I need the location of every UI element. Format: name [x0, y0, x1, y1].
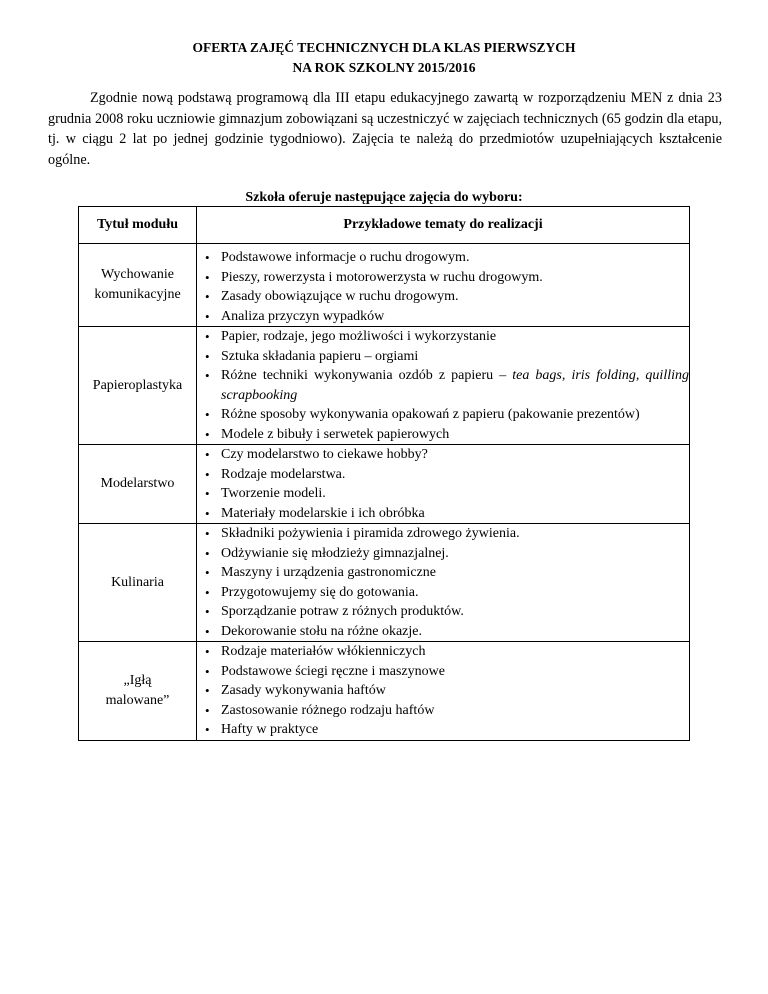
bullet-icon: •: [205, 250, 210, 265]
list-item: • Przygotowujemy się do gotowania.: [197, 583, 689, 603]
list-item: • Czy modelarstwo to ciekawe hobby?: [197, 445, 689, 465]
bullet-icon: •: [205, 289, 210, 304]
list-item: • Zasady wykonywania haftów: [197, 681, 689, 701]
module-title-line: Modelarstwo: [100, 476, 175, 491]
list-item: • Maszyny i urządzenia gastronomiczne: [197, 563, 689, 583]
module-title: [79, 445, 197, 524]
bullet-icon: •: [205, 348, 210, 364]
list-item: • Podstawowe ściegi ręczne i maszynowe: [197, 662, 689, 682]
list-item: • Składniki pożywienia i piramida zdrowego żywienia.: [197, 524, 689, 544]
list-item: • Sztuka składania papieru – orgiami: [197, 347, 689, 367]
list-item: • Dekorowanie stołu na różne okazje.: [197, 622, 689, 642]
bullet-icon: •: [205, 526, 210, 541]
module-topics: [197, 524, 690, 642]
bullet-icon: •: [205, 545, 210, 561]
module-topics: [197, 327, 690, 445]
list-item: • Hafty w praktyce: [197, 720, 689, 740]
header-topics: Przykładowe tematy do realizacji: [197, 207, 690, 244]
table-row: [79, 327, 690, 445]
bullet-icon: •: [205, 604, 210, 619]
list-item: • Sporządzanie potraw z różnych produktów.: [197, 602, 689, 622]
list-item: • Zastosowanie różnego rodzaju haftów: [197, 701, 689, 721]
bullet-icon: •: [205, 426, 210, 442]
bullet-icon: •: [205, 466, 210, 482]
table-header-row: [79, 207, 690, 244]
module-topics: [197, 445, 690, 524]
table-row: [79, 244, 690, 327]
list-item: • Analiza przyczyn wypadków: [197, 307, 689, 327]
list-item: • Modele z bibuły i serwetek papierowych: [197, 425, 689, 445]
bullet-icon: •: [205, 565, 210, 580]
list-item: • Pieszy, rowerzysta i motorowerzysta w ruchu drogowym.: [197, 268, 689, 288]
document-title: [0, 38, 768, 78]
table-row: [79, 524, 690, 642]
list-item: • Rodzaje modelarstwa.: [197, 465, 689, 485]
bullet-icon: •: [205, 623, 210, 639]
bullet-icon: •: [205, 308, 210, 324]
bullet-icon: •: [205, 702, 210, 718]
bullet-icon: •: [205, 584, 210, 600]
bullet-icon: •: [205, 505, 210, 521]
bullet-icon: •: [205, 368, 210, 383]
module-title-line: Kulinaria: [111, 574, 164, 590]
module-title-line: komunikacyjne: [94, 287, 181, 302]
list-item: • Różne sposoby wykonywania opakowań z papieru (pakowanie prezentów): [197, 405, 689, 425]
intro-paragraph: [48, 88, 722, 170]
list-item: • Odżywianie się młodzieży gimnazjalnej.: [197, 544, 689, 564]
module-title: [79, 524, 197, 642]
header-module-title: Tytuł modułu: [79, 207, 197, 244]
list-item: • Rodzaje materiałów włókienniczych: [197, 642, 689, 662]
modules-table: [78, 206, 690, 741]
module-title: [79, 327, 197, 445]
bullet-icon: •: [205, 644, 210, 659]
table-row: [79, 642, 690, 741]
bullet-icon: •: [205, 722, 210, 737]
title-line-1: OFERTA ZAJĘĆ TECHNICZNYCH DLA KLAS PIERWSZYCH: [192, 40, 576, 55]
bullet-icon: •: [205, 447, 210, 462]
list-item: • Tworzenie modeli.: [197, 484, 689, 504]
module-title-line: Papieroplastyka: [92, 377, 183, 393]
bullet-icon: •: [205, 329, 210, 344]
title-line-2: NA ROK SZKOLNY 2015/2016: [292, 60, 476, 75]
bullet-icon: •: [205, 407, 210, 422]
module-topics: [197, 642, 690, 741]
module-title-line: „Igłą: [123, 672, 152, 688]
bullet-icon: •: [205, 269, 210, 285]
module-title-line: Wychowanie: [100, 267, 174, 282]
bullet-icon: •: [205, 683, 210, 698]
table-row: [79, 445, 690, 524]
list-item: • Różne techniki wykonywania ozdób z papieru – tea bags, iris folding, quilling scrapbooking: [205, 368, 689, 403]
intro-text: Zgodnie nową podstawą programową dla III etapu edukacyjnego zawartą w rozporządzeniu MEN z dnia 23 grudnia 2008 roku uczniowie gimnazjum zobowiązani są uczestniczyć w zajęciach technicznych (65 godzin dla etapu, tj. w ciągu 2 lat po jednej godzinie tygodniowo). Zajęcia te należą do przedmiotów uzupełniających kształcenie ogólne.: [48, 90, 722, 168]
italic-techniques: tea bags, iris folding, quilling scrapbooking: [221, 368, 689, 403]
module-title-line: malowane”: [105, 692, 170, 708]
module-title: [79, 642, 197, 741]
list-item: • Podstawowe informacje o ruchu drogowym.: [197, 248, 689, 268]
module-topics: [197, 244, 690, 327]
bullet-icon: •: [205, 663, 210, 679]
bullet-icon: •: [205, 486, 210, 501]
list-item: • Zasady obowiązujące w ruchu drogowym.: [197, 287, 689, 307]
offer-heading: Szkoła oferuje następujące zajęcia do wyboru:: [245, 190, 523, 205]
module-title: [79, 244, 197, 327]
list-item: • Papier, rodzaje, jego możliwości i wykorzystanie: [197, 327, 689, 347]
list-item: • Materiały modelarskie i ich obróbka: [197, 504, 689, 524]
